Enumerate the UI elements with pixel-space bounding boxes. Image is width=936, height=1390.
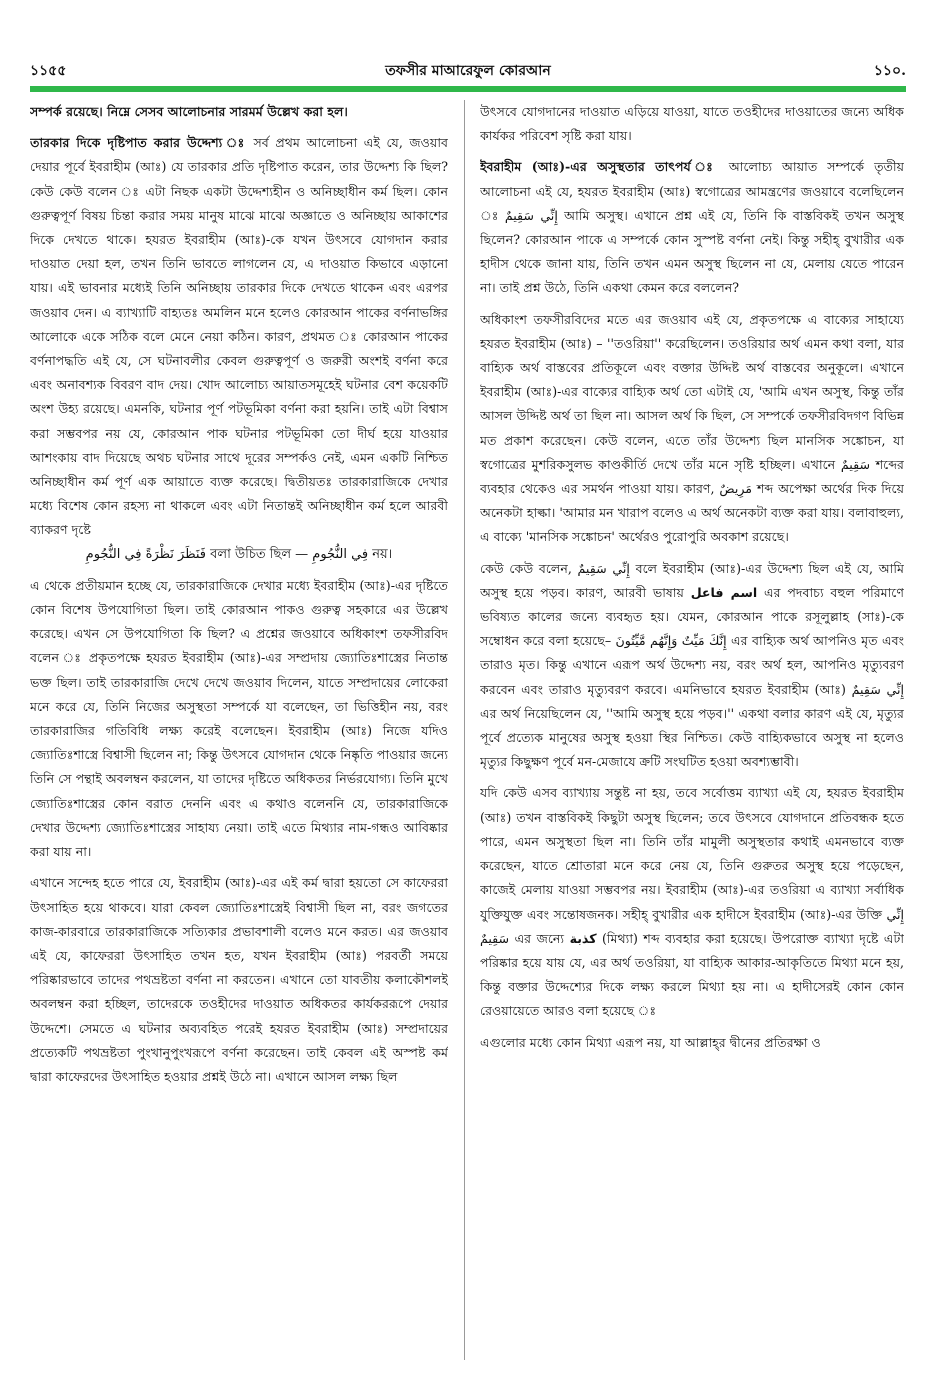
paragraph: উৎসবে যোগদানের দাওয়াত এড়িয়ে যাওয়া, যাতে তওহীদের দাওয়াতের জন্যে অধিক কার্যকর পরিবেশ সৃষ্টি করা যায়।: [480, 104, 904, 144]
arabic-phrase: إِنِّي سَقِيمٌ: [480, 906, 904, 946]
header-rule: [30, 86, 906, 92]
right-column: [480, 100, 904, 1370]
arabic-phrase: اسم فاعل: [690, 584, 758, 600]
left-column: [30, 100, 448, 1370]
paragraph: ইবরাহীম (আঃ)-এর অসুস্থতার তাৎপর্য ঃ আলোচ্য আয়াত সম্পর্কে তৃতীয় আলোচনা এই যে, হযরত ইবরাহীম (আঃ) স্বগোত্রের আমন্ত্রণের জওয়াবে বলেছিলেন ঃ إِنِّي سَقِيمٌ আমি অসুস্থ। এখানে প্রশ্ন এই যে, তিনি কি বাস্তবিকই তখন অসুস্থ ছিলেন? কোরআন পাকে এ সম্পর্কে কোন সুস্পষ্ট বর্ণনা নেই। কিন্তু সহীহ্ বুখারীর এক হাদীস থেকে জানা যায়, তিনি তখন এমন অসুস্থ ছিলেন না যে, মেলায় যেতে পারেন না। তাই প্রশ্ন উঠে, তিনি একথা কেমন করে বললেন?: [480, 159, 904, 296]
book-title: তফসীর মাআরেফুল কোরআন: [385, 63, 551, 79]
section-heading: ইবরাহীম (আঃ)-এর অসুস্থতার তাৎপর্য ঃ: [480, 159, 719, 175]
page-number-left: ১১৫৫: [30, 63, 67, 79]
paragraph: এখানে সন্দেহ হতে পারে যে, ইবরাহীম (আঃ)-এর এই কর্ম দ্বারা হয়তো সে কাফেররা উৎসাহিত হয়ে থাকবে। যারা কেবল জ্যোতিঃশাস্ত্রেই বিশ্বাসী ছিল না, বরং জগতের কাজ-কারবারে তারকারাজিকে সত্যিকার প্রভাবশালী বলেও মনে করত। এর জওয়াব এই যে, কাফেররা উৎসাহিত তখন হত, যখন ইবরাহীম (আঃ) পরবর্তী সময়ে পরিষ্কারভাবে তাদের পথভ্রষ্টতা বর্ণনা না করতেন। এখানে তো যাবতীয় কলাকৌশলই অবলম্বন করা হচ্ছিল, তাদেরকে তওহীদের দাওয়াত অধিকতর কার্যকররূপে দেয়ার উদ্দেশে। সেমতে এ ঘটনার অব্যবহিত পরেই হযরত ইবরাহীম (আঃ) সম্প্রদায়ের প্রত্যেকটি পথভ্রষ্টতা পুংখানুপুংখরূপে বর্ণনা করেছেন। তাই কেবল এই অস্পষ্ট কর্ম দ্বারা কাফেরদের উৎসাহিত হওয়ার প্রশ্নই উঠে না। এখানে আসল লক্ষ্য ছিল: [30, 875, 448, 1084]
paragraph: তারকার দিকে দৃষ্টিপাত করার উদ্দেশ্য ঃ সর্ব প্রথম আলোচনা এই যে, জওয়াব দেয়ার পূর্বে ইবরাহীম (আঃ) যে তারকার প্রতি দৃষ্টিপাত করেন, তার উদ্দেশ্য কি ছিল? কেউ কেউ বলেন ঃ এটা নিছক একটা উদ্দেশ্যহীন ও অনিচ্ছাধীন কর্ম ছিল। কোন গুরুত্বপূর্ণ বিষয় চিন্তা করার সময় মানুষ মাঝে মাঝে অজ্ঞাতে ও অনিচ্ছায় আকাশের দিকে দেখতে থাকে। হযরত ইবরাহীম (আঃ)-কে যখন উৎসবে যোগদান করার দাওয়াত দেয়া হল, তখন তিনি ভাবতে লাগলেন যে, এ দাওয়াত কিভাবে এড়ানো যায়। এই ভাবনার মধ্যেই তিনি অনিচ্ছায় তারকার দিকে দেখতে থাকেন এবং এরপর জওয়াব দেন। এ ব্যাখ্যাটি বাহ্যতঃ অমলিন মনে হলেও কোরআন পাকের বর্ণনাভঙ্গির আলোকে একে সঠিক বলে মেনে নেয়া কঠিন। কারণ, প্রথমত ঃ কোরআন পাকের বর্ণনাপদ্ধতি এই যে, সে ঘটনাবলীর কেবল গুরুত্বপূর্ণ ও জরুরী অংশই বর্ণনা করে এবং অনাবশ্যক বিবরণ বাদ দেয়। খোদ আলোচ্য আয়াতসমূহেই ঘটনার বেশ কয়েকটি অংশ উহ্য রয়েছে। এমনকি, ঘটনার পূর্ণ পটভূমিকা বর্ণনা করা হয়নি। তাই এটা বিশ্বাস করা সম্ভবপর নয় যে, কোরআন পাক ঘটনার পটভূমিকা তো দীর্ঘ হয়ে যাওয়ার আশংকায় বাদ দিয়েছে অথচ ঘটনার সাথে দূরের সম্পর্কও নেই, এমন একটি নিশ্চিত অনিচ্ছাধীন কর্ম পূর্ণ এক আয়াতে ব্যক্ত করেছে। দ্বিতীয়তঃ তারকারাজিকে দেখার মধ্যে বিশেষ কোন রহস্য না থাকলে এবং এটা নিতান্তই অনিচ্ছাধীন কর্ম হলে আরবী ব্যাকরণ দৃষ্টে: [30, 135, 448, 538]
column-divider: [464, 100, 465, 1360]
section-heading: তারকার দিকে দৃষ্টিপাত করার উদ্দেশ্য ঃ: [30, 135, 247, 151]
running-header: [30, 58, 906, 84]
arabic-phrase: إِنِّي سَقِيمٌ: [504, 207, 558, 223]
paragraph: এ থেকে প্রতীয়মান হচ্ছে যে, তারকারাজিকে দেখার মধ্যে ইবরাহীম (আঃ)-এর দৃষ্টিতে কোন বিশেষ উপযোগিতা ছিল। তাই কোরআন পাকও গুরুত্ব সহকারে এর উল্লেখ করেছে। এখন সে উপযোগিতা কি ছিল? এ প্রশ্নের জওয়াবে অধিকাংশ তফসীরবিদ বলেন ঃ প্রকৃতপক্ষে হযরত ইবরাহীম (আঃ)-এর সম্প্রদায় জ্যোতিঃশাস্ত্রের নিতান্ত ভক্ত ছিল। তাই তারকারাজি দেখে দেখে জওয়াব দিলেন, যাতে সম্প্রদায়ের লোকেরা মনে করে যে, তিনি নিজের অসুস্থতা সম্পর্কে যা বলেছেন, তা ভিত্তিহীন নয়, বরং তারকারাজির গতিবিধি লক্ষ্য করেই বলেছেন। ইবরাহীম (আঃ) নিজে যদিও জ্যোতিঃশাস্ত্রে বিশ্বাসী ছিলেন না; কিন্তু উৎসবে যোগদান থেকে নিষ্কৃতি পাওয়ার জন্যে তিনি সে পন্থাই অবলম্বন করলেন, যা তাদের দৃষ্টিতে অধিকতর নির্ভরযোগ্য। তিনি মুখে জ্যোতিঃশাস্ত্রের কোন বরাত দেননি এবং এ কথাও বলেননি যে, তারকারাজিকে দেখার উদ্দেশ্য জ্যোতিঃশাস্ত্রের সাহায্য নেয়া। তাই এতে মিথ্যার নাম-গন্ধও আবিষ্কার করা যায় না।: [30, 577, 448, 860]
paragraph: সম্পর্ক রয়েছে। নিম্নে সেসব আলোচনার সারমর্ম উল্লেখ করা হল।: [30, 104, 348, 119]
arabic-phrase: مَرِيضٌ: [719, 481, 753, 497]
arabic-phrase: إِنَّكَ مَيِّتٌ وَإِنَّهُم مَّيِّتُونَ: [615, 633, 727, 649]
arabic-phrase: إِنِّي سَقِيمٌ: [851, 681, 904, 697]
arabic-phrase: كذبة: [569, 930, 597, 946]
paragraph: অধিকাংশ তফসীরবিদের মতে এর জওয়াব এই যে, প্রকৃতপক্ষে এ বাক্যের সাহায্যে হযরত ইবরাহীম (আঃ) – ''তওরিয়া'' করেছিলেন। তওরিয়ার অর্থ এমন কথা বলা, যার বাহ্যিক অর্থ বাস্তবের প্রতিকূলে এবং বক্তার উদ্দিষ্ট অর্থ বাস্তবের অনুকূলে। এখানে ইবরাহীম (আঃ)-এর বাক্যের বাহ্যিক অর্থ তো এটাই যে, 'আমি এখন অসুস্থ, কিন্তু তাঁর আসল উদ্দিষ্ট অর্থ তা ছিল না। আসল অর্থ কি ছিল, সে সম্পর্কে তফসীরবিদগণ বিভিন্ন মত প্রকাশ করেছেন। কেউ বলেন, এতে তাঁর উদ্দেশ্য ছিল মানসিক সঙ্কোচন, যা স্বগোত্রের মুশরিকসুলভ কাণ্ডকীর্তি দেখে তাঁর মনে সৃষ্টি হচ্ছিল। এখানে سَقِيمٌ শব্দের ব্যবহার থেকেও এর সমর্থন পাওয়া যায়। কারণ, مَرِيضٌ শব্দ অপেক্ষা অর্থের দিক দিয়ে অনেকটা হাল্কা। 'আমার মন খারাপ বলেও এ অর্থ অনেকটা ব্যক্ত করা যায়। বলাবাহুল্য, এ বাক্যে 'মানসিক সঙ্কোচন' অর্থেরও পুরোপুরি অবকাশ রয়েছে।: [480, 311, 904, 545]
paragraph: যদি কেউ এসব ব্যাখ্যায় সন্তুষ্ট না হয়, তবে সর্বোত্তম ব্যাখ্যা এই যে, হযরত ইবরাহীম (আঃ) তখন বাস্তবিকই কিছুটা অসুস্থ ছিলেন; তবে উৎসবে যোগদানে প্রতিবন্ধক হতে পারে, এমন অসুস্থতা ছিল না। তিনি তাঁর মামুলী অসুস্থতার কথাই এমনভাবে ব্যক্ত করেছেন, যাতে শ্রোতারা মনে করে নেয় যে, তিনি গুরুতর অসুস্থ হয়ে পড়েছেন, কাজেই মেলায় যাওয়া সম্ভবপর নয়। ইবরাহীম (আঃ)-এর তওরিয়া এ ব্যাখ্যা সর্বাধিক যুক্তিযুক্ত এবং সন্তোষজনক। সহীহ্ বুখারীর এক হাদীসে ইবরাহীম (আঃ)-এর উক্তি إِنِّي سَقِيمٌ এর জন্যে كذبة (মিথ্যা) শব্দ ব্যবহার করা হয়েছে। উপরোক্ত ব্যাখ্যা দৃষ্টে এটা পরিষ্কার হয়ে যায় যে, এর অর্থ তওরিয়া, যা বাহ্যিক আকার-আকৃতিতে মিথ্যা মনে হয়, কিন্তু বক্তার উদ্দেশ্যের দিকে লক্ষ্য করলে মিথ্যা হয় না। এ হাদীসেরই কোন কোন রেওয়ায়েতে আরও বলা হয়েছে ঃ: [480, 785, 904, 1019]
page-number-right: ১১০.: [873, 63, 906, 79]
paragraph: এগুলোর মধ্যে কোন মিথ্যা এরূপ নয়, যা আল্লাহ্‌র দ্বীনের প্রতিরক্ষা ও: [480, 1034, 821, 1050]
arabic-phrase: إِنِّي سَقِيمٌ: [577, 560, 630, 576]
paragraph: কেউ কেউ বলেন, إِنِّي سَقِيمٌ বলে ইবরাহীম (আঃ)-এর উদ্দেশ্য ছিল এই যে, আমি অসুস্থ হয়ে পড়ব। কারণ, আরবী ভাষায় اسم فاعل এর পদবাচ্য বহুল পরিমাণে ভবিষ্যত কালের জন্যে ব্যবহৃত হয়। যেমন, কোরআন পাকে রসূলুল্লাহ (সাঃ)-কে সম্বোধন করে বলা হয়েছে– إِنَّكَ مَيِّتٌ وَإِنَّهُم مَّيِّتُونَ এর বাহ্যিক অর্থ আপনিও মৃত এবং তারাও মৃত। কিন্তু এখানে এরূপ অর্থ উদ্দেশ্য নয়, বরং অর্থ হল, আপনিও মৃত্যুবরণ করবেন এবং তারাও মৃত্যুবরণ করবে। এমনিভাবে হযরত ইবরাহীম (আঃ) إِنِّي سَقِيمٌ এর অর্থ নিয়েছিলেন যে, ''আমি অসুস্থ হয়ে পড়ব।'' একথা বলার কারণ এই যে, মৃত্যুর পূর্বে প্রত্যেক মানুষের অসুস্থ হওয়া স্থির নিশ্চিত। কেউ বাহ্যিকভাবে অসুস্থ না হলেও মৃত্যুর কিছুক্ষণ পূর্বে মন-মেজাযে ক্রটি সংঘটিত হওয়া অবশ্যম্ভাবী।: [480, 560, 904, 770]
arabic-phrase: سَقِيمٌ: [840, 456, 870, 472]
arabic-comparison-line: فَنَظَرَ نَظْرَةً فِي النُّجُومِ বলা উচিত ছিল — فِي النُّجُومِ নয়।: [85, 546, 393, 562]
